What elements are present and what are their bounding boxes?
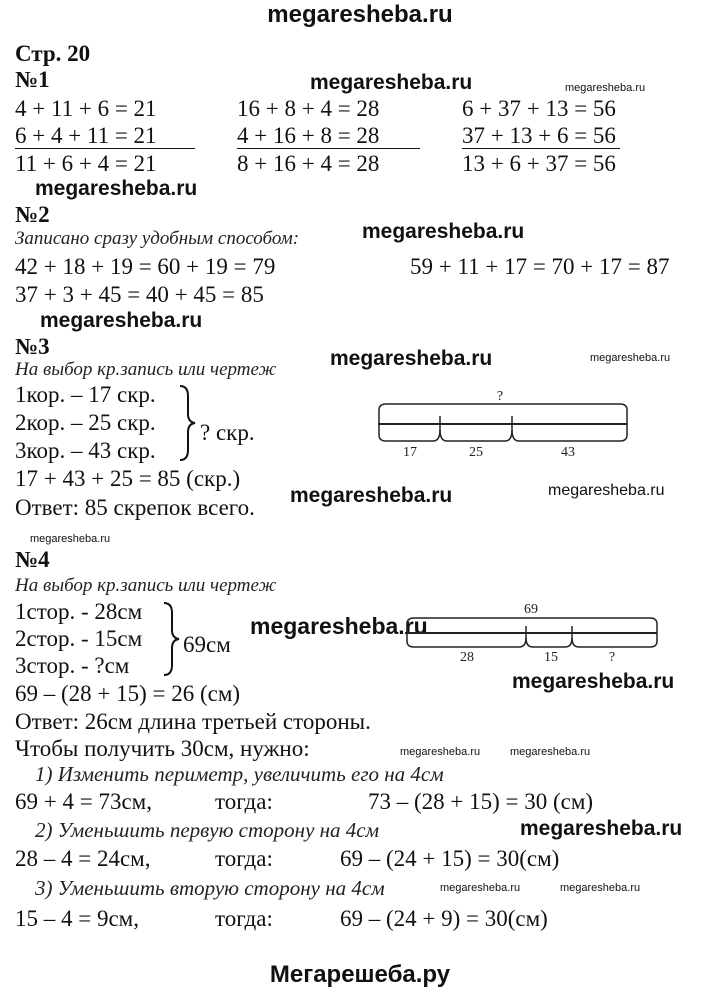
- step-label: 1) Изменить периметр, увеличить его на 4см: [35, 762, 444, 786]
- diagram-part-label: 25: [469, 445, 483, 460]
- step-calc: 15 – 4 = 9см,: [15, 906, 139, 931]
- header-watermark: megaresheba.ru: [267, 1, 453, 28]
- equation: 6 + 4 + 11 = 21: [15, 124, 195, 149]
- step-calc: 69 + 4 = 73см,: [15, 789, 152, 814]
- watermark: megaresheba.ru: [35, 177, 198, 200]
- diagram-top-label: 69: [524, 602, 538, 617]
- task1-title: №1: [15, 67, 50, 92]
- task2-note: Записано сразу удобным способом:: [15, 228, 300, 249]
- task3-note: На выбор кр.запись или чертеж: [15, 359, 277, 380]
- equation: 4 + 11 + 6 = 21: [15, 96, 157, 121]
- equation: 13 + 6 + 37 = 56: [462, 151, 616, 176]
- bottom-brace: [379, 424, 627, 441]
- item: 1стор. - 28см: [15, 599, 143, 624]
- watermark: megaresheba.ru: [400, 746, 481, 758]
- equation: 42 + 18 + 19 = 60 + 19 = 79: [15, 254, 276, 279]
- watermark: megaresheba.ru: [590, 352, 671, 364]
- equation: 8 + 16 + 4 = 28: [237, 151, 380, 176]
- watermark: megaresheba.ru: [40, 309, 203, 332]
- task2-title: №2: [15, 202, 50, 227]
- item: 2кор. – 25 скр.: [15, 410, 156, 435]
- watermark: megaresheba.ru: [250, 613, 428, 639]
- diagram-part-label: ?: [608, 650, 616, 665]
- watermark: megaresheba.ru: [560, 882, 641, 894]
- step-calc: 28 – 4 = 24см,: [15, 846, 151, 871]
- answer: Ответ: 26см длина третьей стороны.: [15, 709, 371, 734]
- item: 3стор. - ?см: [15, 653, 130, 678]
- item: 1кор. – 17 скр.: [15, 382, 156, 407]
- equation: 11 + 6 + 4 = 21: [15, 151, 157, 176]
- watermark: megaresheba.ru: [290, 484, 453, 507]
- step-then: тогда:: [215, 906, 273, 931]
- task4-note: На выбор кр.запись или чертеж: [15, 575, 277, 596]
- answer: Ответ: 85 скрепок всего.: [15, 495, 255, 520]
- watermark: megaresheba.ru: [362, 220, 525, 243]
- step-result: 69 – (24 + 9) = 30(см): [340, 906, 548, 931]
- equation: 6 + 37 + 13 = 56: [462, 96, 616, 121]
- diagram-top-label: ?: [496, 389, 504, 404]
- footer-watermark: Мегарешеба.ру: [269, 961, 451, 988]
- solution: 69 – (28 + 15) = 26 (см): [15, 681, 241, 706]
- step-label: 2) Уменьшить первую сторону на 4см: [35, 818, 380, 842]
- diagram-part-label: 15: [544, 650, 558, 665]
- step-result: 69 – (24 + 15) = 30(см): [340, 846, 560, 871]
- task3-title: №3: [15, 334, 50, 359]
- step-label: 3) Уменьшить вторую сторону на 4см: [35, 876, 385, 900]
- top-brace: [379, 404, 627, 424]
- watermark: megaresheba.ru: [330, 347, 493, 370]
- total: 69см: [183, 632, 231, 657]
- equation: 37 + 13 + 6 = 56: [462, 124, 620, 149]
- watermark: megaresheba.ru: [565, 82, 646, 94]
- step-then: тогда:: [215, 846, 273, 871]
- watermark: megaresheba.ru: [512, 670, 675, 693]
- equation: 37 + 3 + 45 = 40 + 45 = 85: [15, 282, 264, 307]
- task4-title: №4: [15, 547, 50, 572]
- watermark: megaresheba.ru: [440, 882, 521, 894]
- watermark: megaresheba.ru: [310, 71, 473, 94]
- solution: 17 + 43 + 25 = 85 (скр.): [15, 466, 241, 491]
- diagram-part-label: 17: [403, 445, 417, 460]
- item: 3кор. – 43 скр.: [15, 438, 156, 463]
- watermark: megaresheba.ru: [520, 817, 683, 840]
- intro: Чтобы получить 30см, нужно:: [15, 736, 310, 761]
- equation: 59 + 11 + 17 = 70 + 17 = 87: [410, 254, 670, 279]
- diagram-part-label: 43: [561, 445, 575, 460]
- diagram-part-label: 28: [460, 650, 474, 665]
- step-result: 73 – (28 + 15) = 30 (см): [368, 789, 594, 814]
- page-label: Стр. 20: [15, 41, 91, 66]
- watermark: megaresheba.ru: [548, 482, 665, 499]
- item: 2стор. - 15см: [15, 626, 143, 651]
- equation: 4 + 16 + 8 = 28: [237, 124, 420, 149]
- step-then: тогда:: [215, 789, 273, 814]
- watermark: megaresheba.ru: [510, 746, 591, 758]
- equation: 16 + 8 + 4 = 28: [237, 96, 380, 121]
- total: ? скр.: [200, 420, 255, 445]
- watermark: megaresheba.ru: [30, 533, 111, 545]
